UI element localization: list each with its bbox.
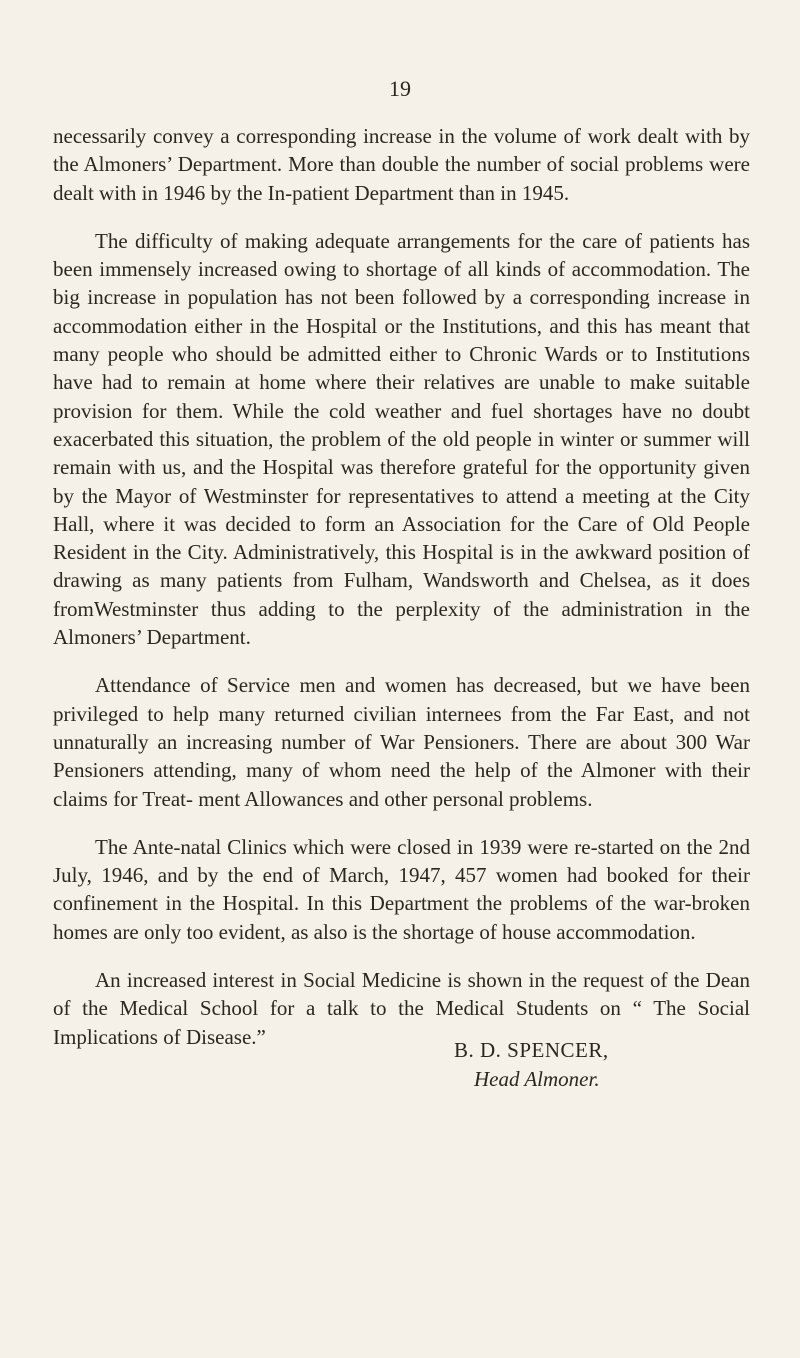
paragraph-1: necessarily convey a corresponding increase in the volume of work dealt with by the Almoners’ Department. More than double the number of social problems were dealt with in 1946 by the In-patient Department than in 1945. — [53, 124, 750, 205]
paragraph-3: Attendance of Service men and women has decreased, but we have been privileged to help many returned civilian internees from the Far East, and not unnaturally an increasing number of War Pensioners. There are about 300 War Pensioners attending, many of whom need the help of the Almoner with their claims for Treat- ment Allowances and other personal problems. — [53, 673, 750, 811]
signature-block — [454, 1036, 609, 1094]
paragraph-5: An increased interest in Social Medicine is shown in the request of the Dean of the Medical School for a talk to the Medical Students on “ The Social Implications of Disease.” — [53, 968, 750, 1049]
paragraph-2: The difficulty of making adequate arrangements for the care of patients has been immensely increased owing to shortage of all kinds of accommodation. The big increase in population has not been followed by a corresponding increase in accommodation either in the Hospital or the Institutions, and this has meant that many people who should be admitted either to Chronic Wards or to Institutions have had to remain at home where their relatives are unable to make suitable provision for them. While the cold weather and fuel shortages have no doubt exacerbated this situation, the problem of the old people in winter or summer will remain with us, and the Hospital was therefore grateful for the opportunity given by the Mayor of Westminster for representatives to attend a meeting at the City Hall, where it was decided to form an Association for the Care of Old People Resident in the City. Administratively, this Hospital is in the awkward position of drawing as many patients from Fulham, Wandsworth and Chelsea, as it does fromWestminster thus adding to the perplexity of the administration in the Almoners’ Department. — [53, 228, 750, 650]
signatory-name: B. D. SPENCER, — [454, 1038, 609, 1062]
paragraph-4: The Ante-natal Clinics which were closed in 1939 were re-started on the 2nd July, 1946, and by the end of March, 1947, 457 women had booked for their confinement in the Hospital. In this Department the problems of the war-broken homes are only too evident, as also is the shortage of house accommodation. — [53, 834, 750, 944]
signatory-title: Head Almoner. — [474, 1067, 600, 1091]
report-body — [53, 122, 750, 1071]
page-number: 19 — [389, 76, 411, 101]
